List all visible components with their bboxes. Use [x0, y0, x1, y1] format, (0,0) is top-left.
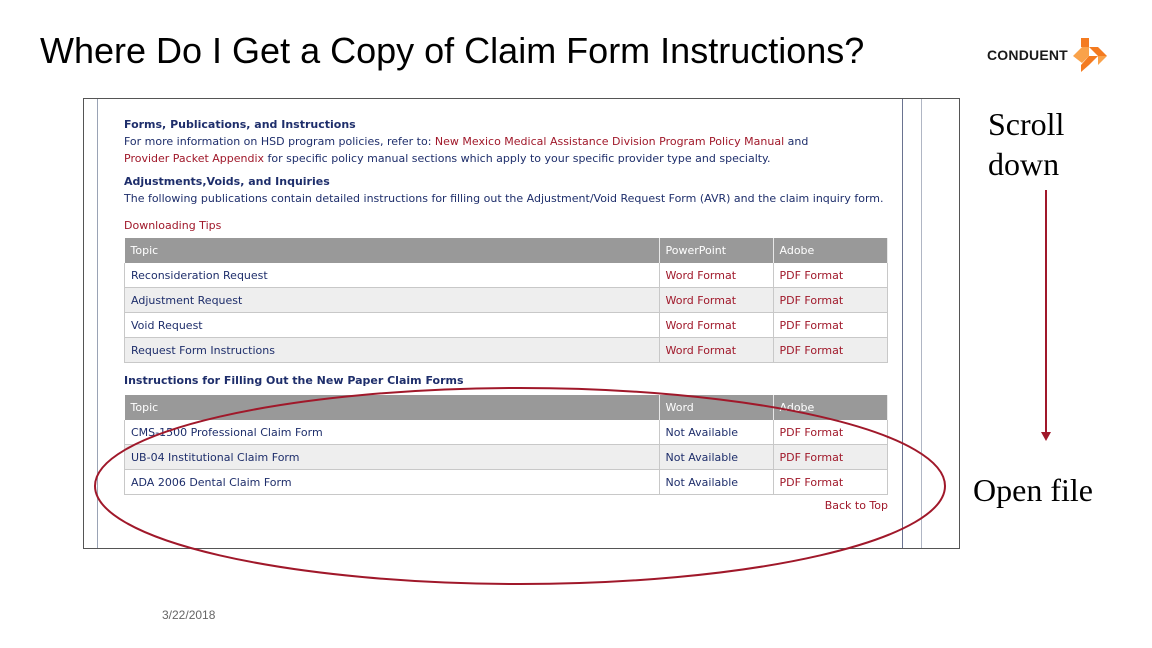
back-to-top-link[interactable]: Back to Top [824, 499, 888, 512]
pdf-format-link[interactable]: PDF Format [773, 288, 888, 313]
scroll-down-arrow-icon [1036, 190, 1056, 442]
pdf-format-link[interactable]: PDF Format [773, 263, 888, 288]
page-content [124, 116, 888, 514]
pdf-format-link[interactable]: PDF Format [773, 470, 888, 495]
logo-text: CONDUENT [987, 47, 1068, 63]
table-row [125, 313, 888, 338]
table-row [125, 445, 888, 470]
pdf-format-link[interactable]: PDF Format [773, 313, 888, 338]
slide-title: Where Do I Get a Copy of Claim Form Instructions? [40, 30, 865, 71]
policy-manual-link[interactable]: New Mexico Medical Assistance Division Program Policy Manual [434, 135, 785, 148]
table-header-row [125, 395, 888, 420]
topic-link[interactable]: Reconsideration Request [125, 263, 660, 288]
word-format-link[interactable]: Word Format [659, 288, 773, 313]
policy-text-b: and [784, 135, 809, 148]
page-border-right [902, 99, 903, 548]
topic-link[interactable]: Void Request [125, 313, 660, 338]
slide-date: 3/22/2018 [162, 608, 216, 622]
topic-link[interactable]: Adjustment Request [125, 288, 660, 313]
scroll-label-line2: down [988, 146, 1060, 182]
page-border-left [97, 99, 98, 548]
column-header: Adobe [773, 395, 888, 420]
column-header: Word [659, 395, 773, 420]
column-header: Topic [125, 395, 660, 420]
website-screenshot [83, 98, 960, 549]
table-row [125, 470, 888, 495]
scroll-down-label [988, 104, 1064, 184]
forms-heading: Forms, Publications, and Instructions [124, 118, 356, 131]
conduent-logo-icon [1073, 38, 1107, 72]
topic-link[interactable]: CMS-1500 Professional Claim Form [125, 420, 660, 445]
table-header-row [125, 238, 888, 263]
word-format-link[interactable]: Word Format [659, 338, 773, 363]
word-not-available: Not Available [659, 420, 773, 445]
paper-claim-heading: Instructions for Filling Out the New Paper Claim Forms [124, 374, 464, 387]
word-not-available: Not Available [659, 445, 773, 470]
pdf-format-link[interactable]: PDF Format [773, 420, 888, 445]
topic-link[interactable]: Request Form Instructions [125, 338, 660, 363]
topic-link[interactable]: UB-04 Institutional Claim Form [125, 445, 660, 470]
policy-text [124, 133, 888, 167]
pdf-format-link[interactable]: PDF Format [773, 338, 888, 363]
word-format-link[interactable]: Word Format [659, 313, 773, 338]
table-row [125, 288, 888, 313]
table-row [125, 420, 888, 445]
column-header: Adobe [773, 238, 888, 263]
conduent-logo [987, 38, 1109, 72]
pdf-format-link[interactable]: PDF Format [773, 445, 888, 470]
open-file-label: Open file [973, 472, 1093, 508]
column-header: Topic [125, 238, 660, 263]
adjustments-heading: Adjustments,Voids, and Inquiries [124, 175, 330, 188]
claim-forms-table [124, 395, 888, 495]
word-format-link[interactable]: Word Format [659, 263, 773, 288]
policy-text-a: For more information on HSD program policies, refer to: [124, 135, 435, 148]
downloading-tips-link[interactable]: Downloading Tips [124, 219, 222, 232]
adjustments-text: The following publications contain detailed instructions for filling out the Adjustment/Void Request Form (AVR) and the claim inquiry form. [124, 192, 884, 205]
provider-packet-link[interactable]: Provider Packet Appendix [124, 152, 265, 165]
adjustments-table [124, 238, 888, 363]
table-row [125, 263, 888, 288]
column-header: PowerPoint [659, 238, 773, 263]
table-row [125, 338, 888, 363]
word-not-available: Not Available [659, 470, 773, 495]
page-border-right-outer [921, 99, 922, 548]
policy-text-c: for specific policy manual sections which apply to your specific provider type and specialty. [264, 152, 771, 165]
topic-link[interactable]: ADA 2006 Dental Claim Form [125, 470, 660, 495]
scroll-label-line1: Scroll [988, 106, 1065, 142]
